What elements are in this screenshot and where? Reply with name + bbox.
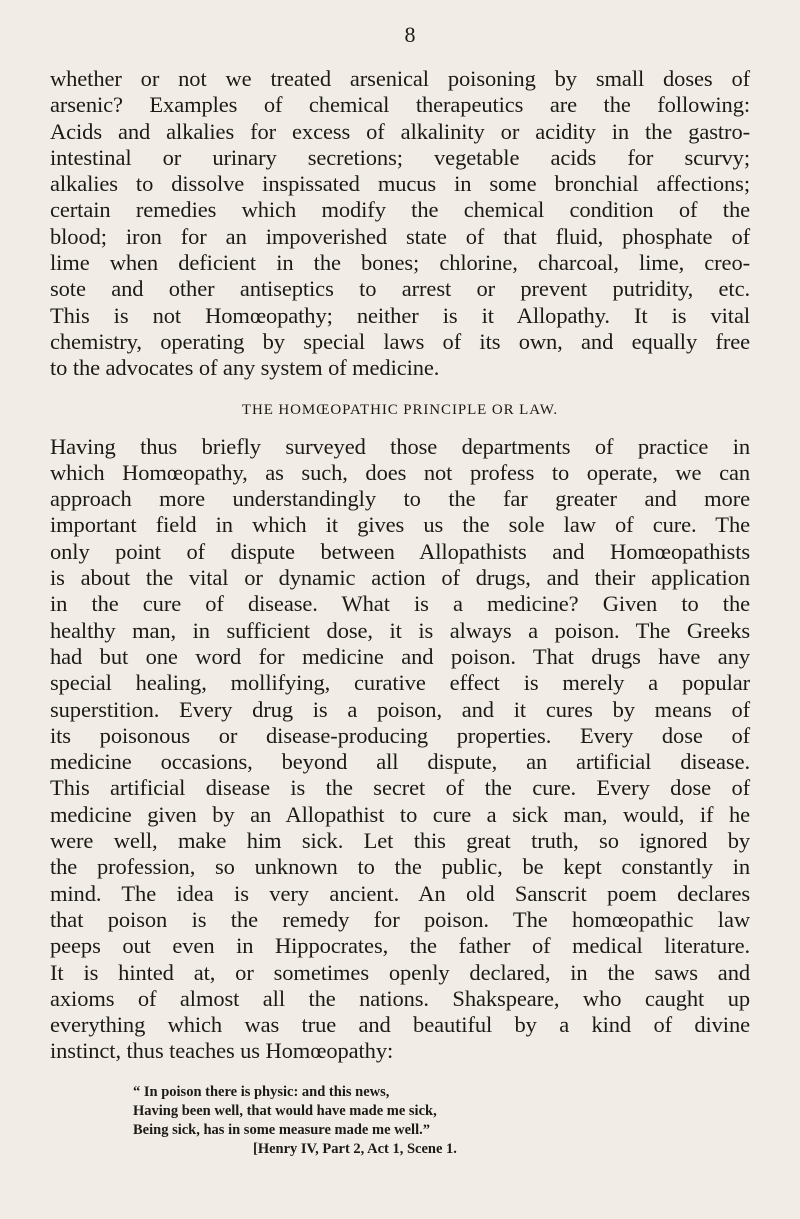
text-line: to the advocates of any system of medicine. [50,355,440,381]
text-line: its poisonous or disease-producing properties. Every dose of [50,722,750,748]
text-line: which Homœopathy, as such, does not profess to operate, we can [50,459,750,485]
text-line: special healing, mollifying, curative effect is merely a popular [50,670,750,696]
book-page [50,22,750,1159]
quote-line: Having been well, that would have made me sick, [133,1102,437,1119]
text-line: whether or not we treated arsenical poisoning by small doses of [50,66,750,91]
text-line: This artificial disease is the secret of the cure. Every dose of [50,775,750,801]
shakespeare-quote [133,1083,750,1159]
text-line: had but one word for medicine and poison. That drugs have any [50,643,750,669]
text-line: everything which was true and beautiful by a kind of divine [50,1012,750,1038]
section-heading: THE HOMŒOPATHIC PRINCIPLE OR LAW. [241,401,559,418]
text-line: chemistry, operating by special laws of its own, and equally free [50,328,750,354]
text-line: instinct, thus teaches us Homœopathy: [50,1038,394,1064]
text-line: intestinal or urinary secretions; vegetable acids for scurvy; [50,144,750,170]
text-line: approach more understandingly to the far greater and more [50,486,750,512]
text-line: superstition. Every drug is a poison, and it cures by means of [50,696,750,722]
paragraph-chemical-therapeutics [50,66,750,382]
text-line: arsenic? Examples of chemical therapeutics are the following: [50,92,750,118]
text-line: that poison is the remedy for poison. The homœopathic law [50,906,750,932]
quote-line: “ In poison there is physic: and this news, [133,1083,390,1100]
text-line: This is not Homœopathy; neither is it Allopathy. It is vital [50,302,750,328]
text-line: medicine given by an Allopathist to cure a sick man, would, if he [50,801,750,827]
text-line: important field in which it gives us the sole law of cure. The [50,512,750,538]
quote-lines [133,1083,750,1140]
text-line: were well, make him sick. Let this great truth, so ignored by [50,828,750,854]
text-line: healthy man, in sufficient dose, it is always a poison. The Greeks [50,617,750,643]
text-line: medicine occasions, beyond all dispute, an artificial disease. [50,749,750,775]
text-line: is about the vital or dynamic action of drugs, and their application [50,565,750,591]
text-line: It is hinted at, or sometimes openly declared, in the saws and [50,959,750,985]
text-line: axioms of almost all the nations. Shakspeare, who caught up [50,985,750,1011]
quote-citation: [Henry IV, Part 2, Act 1, Scene 1. [253,1140,457,1157]
paragraph-homoeopathic-law [50,434,750,1065]
page-number: 8 [404,22,416,47]
text-line: lime when deficient in the bones; chlorine, charcoal, lime, creo- [50,250,750,276]
text-line: sote and other antiseptics to arrest or prevent putridity, etc. [50,276,750,302]
text-line: Acids and alkalies for excess of alkalinity or acidity in the gastro- [50,118,750,144]
text-line: alkalies to dissolve inspissated mucus in some bronchial affections; [50,171,750,197]
quote-line: Being sick, has in some measure made me well.” [133,1121,430,1138]
text-line: mind. The idea is very ancient. An old Sanscrit poem declares [50,880,750,906]
text-line: only point of dispute between Allopathists and Homœopathists [50,538,750,564]
text-line: certain remedies which modify the chemical condition of the [50,197,750,223]
text-line: the profession, so unknown to the public, be kept constantly in [50,854,750,880]
text-line: Having thus briefly surveyed those departments of practice in [50,433,750,459]
text-line: blood; iron for an impoverished state of that fluid, phosphate of [50,223,750,249]
text-line: in the cure of disease. What is a medicine? Given to the [50,591,750,617]
text-line: peeps out even in Hippocrates, the father of medical literature. [50,933,750,959]
